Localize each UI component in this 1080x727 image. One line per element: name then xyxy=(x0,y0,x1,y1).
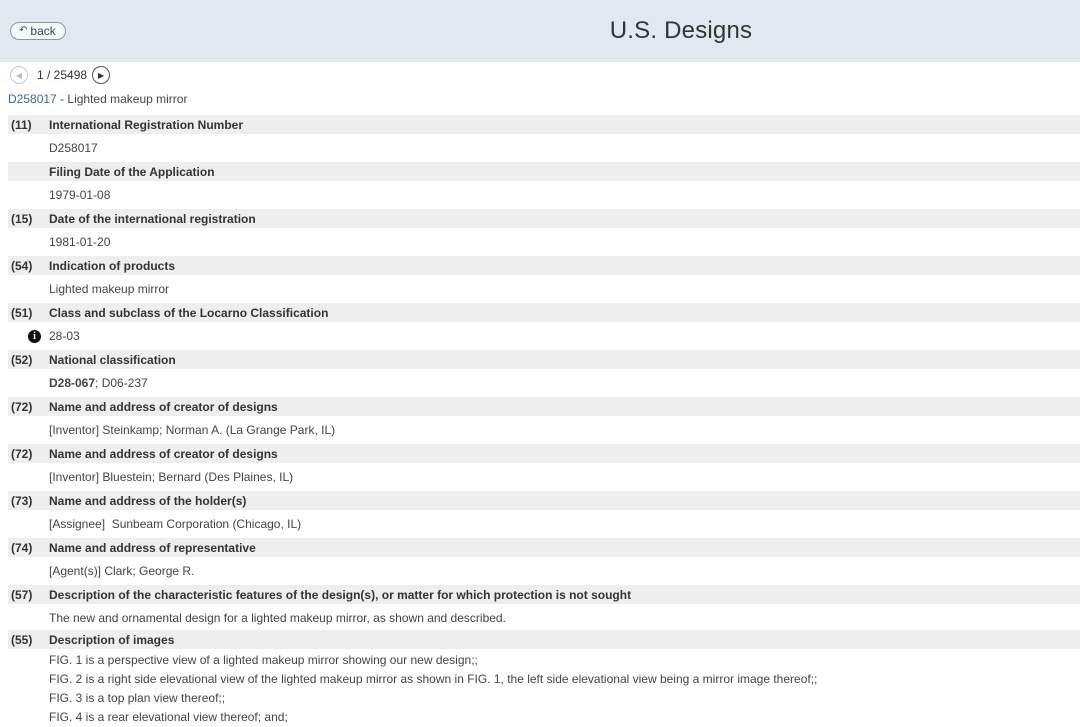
field-label: Name and address of creator of designs xyxy=(49,399,278,414)
field-value-row xyxy=(8,604,1080,632)
field-label: Description of the characteristic features of the design(s), or matter for which protection is not sought xyxy=(49,587,632,602)
field-value: 28-03 xyxy=(49,329,80,343)
field-label-row xyxy=(8,303,1080,322)
field-value-row xyxy=(8,369,1080,397)
field-code: (51) xyxy=(11,305,33,320)
field-value-row xyxy=(8,322,1080,350)
next-button[interactable] xyxy=(92,66,110,84)
design-id-link[interactable]: D258017 xyxy=(8,92,57,106)
field-code: (54) xyxy=(11,258,33,273)
field-label: Name and address of representative xyxy=(49,540,256,555)
field-value-secondary: ; D06-237 xyxy=(95,376,148,390)
figure-list xyxy=(8,649,1080,727)
field-label-row xyxy=(8,491,1080,510)
field-label: Name and address of creator of designs xyxy=(49,446,278,461)
field-code: (52) xyxy=(11,352,33,367)
figure-description: FIG. 2 is a right side elevational view of the lighted makeup mirror as shown in FIG. 1, the left side elevational view being a mirror image thereof;; xyxy=(49,672,818,686)
field-value: 1979-01-08 xyxy=(49,188,111,202)
info-icon[interactable]: i xyxy=(28,330,41,343)
field-value-row xyxy=(8,228,1080,256)
field-code: (55) xyxy=(11,632,33,647)
field-label-row xyxy=(8,397,1080,416)
field-code: (11) xyxy=(11,117,32,132)
field-value: [Assignee] Sunbeam Corporation (Chicago, IL) xyxy=(49,517,302,531)
figure-description: FIG. 1 is a perspective view of a lighted makeup mirror showing our new design;; xyxy=(49,653,478,667)
design-name: Lighted makeup mirror xyxy=(67,92,188,106)
field-code: (72) xyxy=(11,446,33,461)
field-label-row xyxy=(8,256,1080,275)
figure-description: FIG. 3 is a top plan view thereof;; xyxy=(49,691,226,705)
field-value-row xyxy=(8,416,1080,444)
field-label-row xyxy=(8,162,1080,181)
design-separator: - xyxy=(56,92,68,106)
field-label-row xyxy=(8,585,1080,604)
chevron-right-icon: ▶ xyxy=(97,70,105,80)
design-summary xyxy=(8,92,187,106)
field-value: [Inventor] Steinkamp; Norman A. (La Grange Park, IL) xyxy=(49,423,336,437)
field-label-row xyxy=(8,630,1080,649)
header-bar xyxy=(0,0,1080,62)
field-value-row xyxy=(8,181,1080,209)
field-label-row xyxy=(8,115,1080,134)
field-label-row xyxy=(8,350,1080,369)
field-label: Description of images xyxy=(49,632,175,647)
field-label-row xyxy=(8,444,1080,463)
field-label: National classification xyxy=(49,352,176,367)
field-value: Lighted makeup mirror xyxy=(49,282,170,296)
field-value-row xyxy=(8,510,1080,538)
figure-description: FIG. 4 is a rear elevational view thereof; and; xyxy=(49,710,288,724)
field-label: Filing Date of the Application xyxy=(49,164,215,179)
chevron-left-icon: ◀ xyxy=(15,70,23,80)
record-fields xyxy=(8,115,1080,727)
field-value-row xyxy=(8,557,1080,585)
pager-count: 1 / 25498 xyxy=(37,68,88,82)
prev-button[interactable] xyxy=(10,66,28,84)
pager xyxy=(10,66,110,84)
field-value-row xyxy=(8,463,1080,491)
field-value: [Agent(s)] Clark; George R. xyxy=(49,564,195,578)
field-value: 1981-01-20 xyxy=(49,235,111,249)
field-value-row xyxy=(8,134,1080,162)
page-title: U.S. Designs xyxy=(609,17,753,44)
field-code: (73) xyxy=(11,493,33,508)
field-value-primary: D28-067 xyxy=(49,376,96,390)
field-value: [Inventor] Bluestein; Bernard (Des Plaines, IL) xyxy=(49,470,294,484)
field-label: International Registration Number xyxy=(49,117,244,132)
field-code: (57) xyxy=(11,587,33,602)
field-code: (15) xyxy=(11,211,33,226)
field-label: Name and address of the holder(s) xyxy=(49,493,247,508)
field-value-row xyxy=(8,275,1080,303)
field-code: (72) xyxy=(11,399,33,414)
field-label: Date of the international registration xyxy=(49,211,256,226)
field-label-row xyxy=(8,209,1080,228)
back-label: back xyxy=(30,24,56,38)
field-code: (74) xyxy=(11,540,33,555)
field-value: D258017 xyxy=(49,141,98,155)
back-arrow-icon: ↶ xyxy=(19,25,28,36)
field-label: Indication of products xyxy=(49,258,175,273)
field-value: The new and ornamental design for a lighted makeup mirror, as shown and described. xyxy=(49,611,506,625)
field-label-row xyxy=(8,538,1080,557)
field-label: Class and subclass of the Locarno Classification xyxy=(49,305,329,320)
